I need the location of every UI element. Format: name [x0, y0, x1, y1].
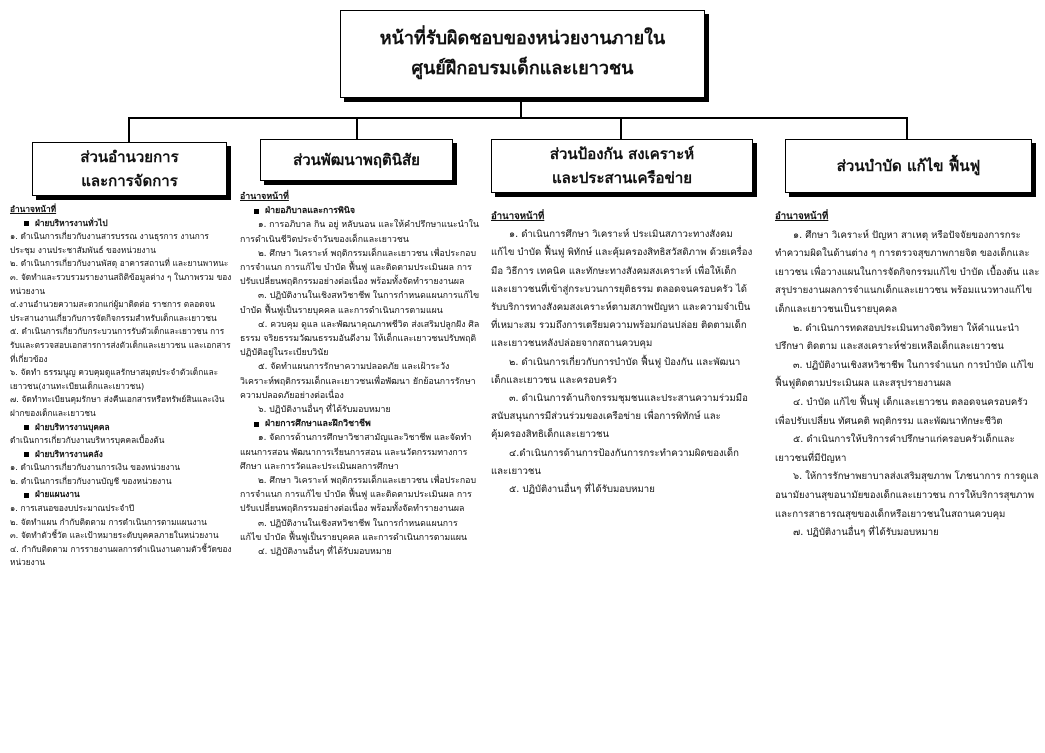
duty-item: ๕. ปฏิบัติงานอื่นๆ ที่ได้รับมอบหมาย — [509, 484, 655, 496]
duty-item: ๔. ควบคุม ดูแล และพัฒนาคุณภาพชีวิต ส่งเสริมปลูกฝัง ศิลธรรม จริยธรรมวัฒนธรรมอันดีงาม ให้เด็กและเยาวชนปรับพฤติปฏิบัติอยู่ในระเบียบวินัย — [240, 319, 480, 359]
duty-item: ๕. ดำเนินการเกี่ยวกับกระบวนการรับตัวเด็กและเยาวชน การรับและตรวจสอบเอกสารการส่งตัวเด็กและเยาวชน และเอกสารที่เกี่ยวข้อง — [10, 326, 231, 364]
square-bullet-icon — [24, 425, 29, 430]
duties-heading: อำนาจหน้าที่ — [240, 192, 289, 202]
duty-item: ๓. ปฏิบัติงานในเชิงสหวิชาชีพ ในการกำหนดแผนการแก้ไข บำบัด ฟื้นฟูเป็นรายบุคคล และการดำเนินการตามแผน — [240, 291, 480, 316]
square-bullet-icon — [24, 452, 29, 457]
duty-item: ๕. จัดทำแผนการรักษาความปลอดภัย และเฝ้าระวังวิเคราะห์พฤติกรรมเด็กและเยาวชนเพื่อพัฒนา ยักย้อนการรักษาความปลอดภัยอย่างต่อเนื่อง — [240, 362, 476, 401]
duty-item: ๑. ดำเนินการเกี่ยวกับงานสารบรรณ งานธุรการ งานการประชุม งานประชาสัมพันธ์ ของหน่วยงาน — [10, 231, 209, 255]
section-subheading — [10, 217, 232, 231]
duty-item: ๒. ศึกษา วิเคราะห์ พฤติกรรมเด็กและเยาวชน เพื่อประกอบการจำแนก การแก้ไข บำบัด ฟื้นฟู และติดตามประเมินผล การปรับเปลี่ยนพฤติกรรมอย่างต่อเนื่อง พร้อมทั้งจัดทำรายงานผล — [240, 248, 477, 288]
section-subheading-text: ฝ่ายบริหารงานทั่วไป — [35, 217, 108, 228]
section-subheading — [240, 417, 480, 431]
connector-drop-3 — [620, 117, 622, 139]
unit-name-line: ส่วนพัฒนาพฤตินิสัย — [293, 151, 420, 169]
unit-box-administration — [32, 142, 227, 196]
duty-item: ๑. การเสนอของบประมาณประจำปี — [10, 503, 135, 514]
unit-box-prevention-network — [491, 139, 753, 193]
square-bullet-icon — [254, 209, 259, 214]
duty-item: ๓. ปฏิบัติงานในเชิงสหวิชาชีพ ในการกำหนดแผนการ แก้ไข บำบัด ฟื้นฟูเป็นรายบุคคล และการดำเนินการตามแผน — [240, 518, 468, 543]
duty-item: ๒. ศึกษา วิเคราะห์ พฤติกรรมเด็กและเยาวชน เพื่อประกอบการจำแนก การแก้ไข บำบัด ฟื้นฟู และติดตามประเมินผล การปรับเปลี่ยนพฤติกรรมอย่างต่อเนื่อง พร้อมทั้งจัดทำรายงานผล — [240, 476, 477, 515]
unit-name-line: ส่วนบำบัด แก้ไข ฟื้นฟู — [836, 157, 981, 175]
duties-column-prevention-network — [491, 208, 753, 499]
unit-name-line: ส่วนป้องกัน สงเคราะห์ — [549, 145, 695, 163]
unit-name-line: ส่วนอำนวยการ — [80, 148, 179, 166]
org-title-line-1: หน้าที่รับผิดชอบของหน่วยงานภายใน — [379, 28, 666, 49]
section-subheading — [240, 204, 480, 218]
duty-item: ๖. จัดทำ ธรรมนูญ ควบคุมดูแลรักษาสมุดประจำตัวเด็กและเยาวชน(งานทะเบียนเด็กและเยาวชน) — [10, 367, 219, 391]
duty-item: ๗. จัดทำทะเบียนคุมรักษา ส่งคืนเอกสารหรือทรัพย์สินและเงินฝากของเด็กและเยาวชน — [10, 394, 225, 418]
duty-item: ดำเนินการเกี่ยวกับงานบริหารบุคคลเบื้องต้น — [10, 435, 165, 446]
connector-drop-4 — [906, 117, 908, 139]
duties-column-behavior-development — [240, 190, 480, 559]
duty-item: ๕. ดำเนินการให้บริการคำปรึกษาแก่ครอบครัวเด็กและเยาวชนที่มีปัญหา — [775, 434, 1015, 464]
connector-vertical-main — [520, 98, 522, 118]
duties-heading: อำนาจหน้าที่ — [775, 211, 829, 222]
unit-box-behavior-development — [260, 139, 453, 181]
square-bullet-icon — [24, 221, 29, 226]
org-title-box — [340, 10, 705, 98]
duty-item: ๔.ดำเนินการด้านการป้องกันการกระทำความผิดของเด็กและเยาวชน — [491, 447, 739, 477]
duty-item: ๒. ดำเนินการเกี่ยวกับงานบัญชี ของหน่วยงาน — [10, 475, 172, 486]
connector-horizontal — [128, 117, 908, 119]
unit-name-line: และประสานเครือข่าย — [551, 169, 693, 187]
duty-item: ๔. บำบัด แก้ไข ฟื้นฟู เด็กและเยาวชน ตลอดจนครอบครัว เพื่อปรับเปลี่ยน ทัศนคติ พฤติกรรม และพัฒนาทักษะชีวิต — [775, 396, 1028, 427]
section-subheading-text: ฝ่ายบริหารงานคลัง — [35, 448, 103, 459]
duty-item: ๖. ปฏิบัติงานอื่นๆ ที่ได้รับมอบหมาย — [258, 405, 391, 416]
connector-drop-2 — [356, 117, 358, 139]
section-subheading-text: ฝ่ายบริหารงานบุคคล — [35, 421, 110, 432]
section-subheading — [10, 421, 232, 435]
duty-item: ๗. ปฏิบัติงานอื่นๆ ที่ได้รับมอบหมาย — [793, 527, 939, 539]
connector-drop-1 — [128, 117, 130, 142]
duties-heading: อำนาจหน้าที่ — [491, 211, 545, 222]
unit-name-line: และการจัดการ — [81, 172, 178, 190]
section-subheading-text: ฝ่ายการศึกษาและฝึกวิชาชีพ — [265, 419, 371, 430]
duty-item: ๒. ดำเนินการเกี่ยวกับการบำบัด ฟื้นฟู ป้องกัน และพัฒนาเด็กและเยาวชน และครอบครัว — [491, 356, 741, 386]
duty-item: ๑. จัดการด้านการศึกษาวิชาสามัญและวิชาชีพ และจัดทำแผนการสอน พัฒนาการเรียนการสอน และนวัตกรรมทางการศึกษา และการวัดและประเมินผลการศึกษา — [240, 433, 472, 472]
duty-item: ๑. ศึกษา วิเคราะห์ ปัญหา สาเหตุ หรือปัจจัยของการกระทำความผิดในด้านต่าง ๆ การตรวจสุขภาพกายจิต ของเด็กและเยาวชน เพื่อวางแผนในการจัดกิจกรรมแก้ไข บำบัด เบื้องต้น และสรุปรายงานผลการจำแนกเด็กและเยาวชน พร้อมแนวทางแก้ไขเด็กและเยาวชนเป็นรายบุคคล — [775, 229, 1040, 315]
duties-column-administration — [10, 203, 232, 570]
section-subheading-text: ฝ่ายอภิบาลและการพินิจ — [265, 206, 355, 217]
duties-heading: อำนาจหน้าที่ — [10, 204, 57, 214]
duty-item: ๓. ปฏิบัติงานเชิงสหวิชาชีพ ในการจำแนก การบำบัด แก้ไข ฟื้นฟูติดตามประเมินผล และสรุปรายงานผล — [775, 359, 1034, 390]
duties-column-therapy-rehabilitation — [775, 208, 1040, 543]
section-subheading-text: ฝ่ายแผนงาน — [35, 489, 80, 500]
duty-item: ๔.งานอำนวยความสะดวกแก่ผู้มาติดต่อ ราชการ ตลอดจน ประสานงานเกี่ยวกับการจัดกิจกรรมสำหรับเด็กและเยาวชน — [10, 299, 217, 323]
duty-item: ๒. ดำเนินการเกี่ยวกับงานพัสดุ อาคารสถานที่ และยานพาหนะ — [10, 258, 229, 269]
duty-item: ๔. ปฏิบัติงานอื่นๆ ที่ได้รับมอบหมาย — [258, 547, 392, 558]
duty-item: ๒. จัดทำแผน กำกับติดตาม การดำเนินการตามแผนงาน — [10, 516, 207, 527]
square-bullet-icon — [254, 422, 259, 427]
unit-box-therapy-rehabilitation — [785, 139, 1032, 193]
duty-item: ๔. กำกับติดตาม การรายงานผลการดำเนินงานตามตัวชี้วัดของหน่วยงาน — [10, 543, 232, 568]
duty-item: ๓. จัดทำตัวชี้วัด และเป้าหมายระดับบุคคลภายในหน่วยงาน — [10, 530, 219, 541]
square-bullet-icon — [24, 493, 29, 498]
duty-item: ๑. การอภิบาล กิน อยู่ หลับนอน และให้คำปรึกษาแนะนำในการดำเนินชีวิตประจำวันของเด็กและเยาวชน — [240, 220, 479, 245]
duty-item: ๑. ดำเนินการเกี่ยวกับงานการเงิน ของหน่วยงาน — [10, 462, 181, 473]
org-title-line-2: ศูนย์ฝึกอบรมเด็กและเยาวชน — [411, 58, 634, 79]
duty-item: ๓. จัดทำและรวบรวมรายงานสถิติข้อมูลต่าง ๆ ในภาพรวม ของหน่วยงาน — [10, 271, 232, 296]
duty-item: ๖. ให้การรักษาพยาบาลส่งเสริมสุขภาพ โภชนาการ การดูแลอนามัยงานสุขอนามัยของเด็กและเยาวชน การให้บริการสุขภาพและการสาธารณสุขของเด็กหรือเยาวชนในสถานควบคุม — [775, 471, 1039, 520]
section-subheading — [10, 488, 232, 502]
duty-item: ๓. ดำเนินการด้านกิจกรรมชุมชนและประสานความร่วมมือ สนับสนุนการมีส่วนร่วมของเครือข่าย เพื่อการพิทักษ์ และคุ้มครองสิทธิเด็กและเยาวชน — [491, 393, 748, 441]
duty-item: ๒. ดำเนินการทดสอบประเมินทางจิตวิทยา ให้คำแนะนำ ปรึกษา ติดตาม และสงเคราะห์ช่วยเหลือเด็กและเยาวชน — [775, 322, 1020, 353]
duty-item: ๑. ดำเนินการศึกษา วิเคราะห์ ประเมินสภาวะทางสังคม แก้ไข บำบัด ฟื้นฟู พิทักษ์ และคุ้มครองสิทธิสวัสดิภาพ ด้วยเครื่องมือ วิธีการ เทคนิค และทักษะทางสังคมสงเคราะห์ เพื่อให้เด็กและเยาวชนที่เข้าสู่กระบวนการยุติธรรม ตลอดจนครอบครัว ได้รับบริการทางสังคมสงเคราะห์ตามสภาพปัญหา และความจำเป็นที่เหมาะสม รวมถึงการเตรียมความพร้อมก่อนปล่อย ติดตามเด็กและเยาวชนหลังปล่อยจากสถานควบคุม — [491, 229, 753, 350]
section-subheading — [10, 448, 232, 462]
